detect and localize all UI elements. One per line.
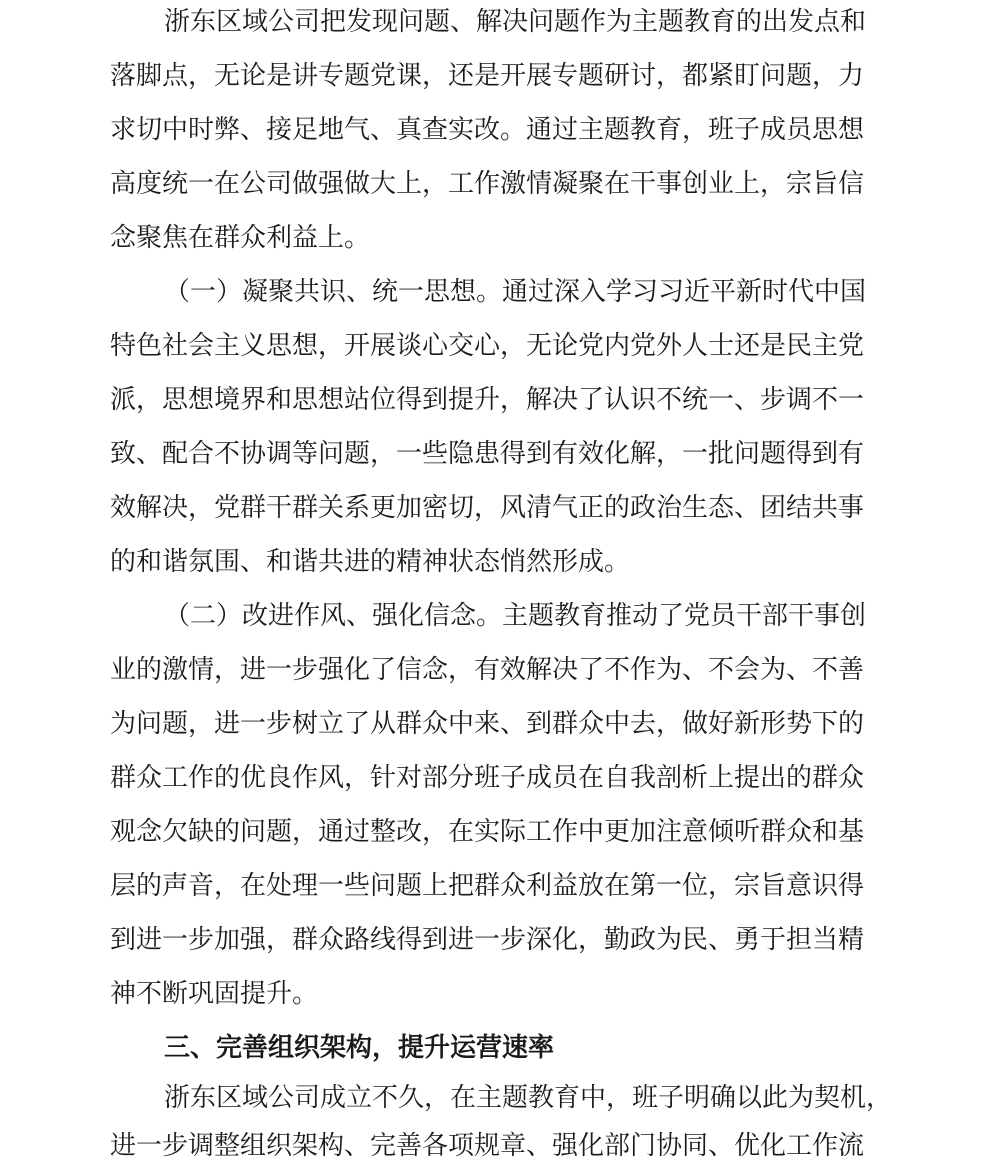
body-text-line: 浙东区域公司成立不久，在主题教育中，班子明确以此为契机， [164, 1083, 893, 1113]
body-text-line: 进一步调整组织架构、完善各项规章、强化部门协同、优化工作流 [110, 1131, 865, 1161]
body-text-line: 业的激情，进一步强化了信念，有效解决了不作为、不会为、不善 [110, 655, 865, 685]
body-text-line: 为问题，进一步树立了从群众中来、到群众中去，做好新形势下的 [110, 709, 865, 739]
body-text-line: 浙东区域公司把发现问题、解决问题作为主题教育的出发点和 [164, 7, 867, 37]
body-text-line: 特色社会主义思想，开展谈心交心，无论党内党外人士还是民主党 [110, 331, 865, 361]
subsection-first-line: （二）改进作风、强化信念。主题教育推动了党员干部干事创 [164, 601, 867, 631]
body-text-line: 效解决，党群干群关系更加密切，风清气正的政治生态、团结共事 [110, 493, 865, 523]
body-text-line: 落脚点，无论是讲专题党课，还是开展专题研讨，都紧盯问题，力 [110, 61, 865, 91]
body-text-line: 派，思想境界和思想站位得到提升，解决了认识不统一、步调不一 [110, 385, 865, 415]
body-text-line: 致、配合不协调等问题，一些隐患得到有效化解，一批问题得到有 [110, 439, 865, 469]
body-text-line: 的和谐氛围、和谐共进的精神状态悄然形成。 [110, 547, 631, 577]
section-heading: 三、完善组织架构，提升运营速率 [164, 1033, 555, 1063]
body-text-line: 念聚焦在群众利益上。 [110, 223, 371, 253]
body-text-line: 神不断巩固提升。 [110, 979, 319, 1009]
body-text-line: 层的声音，在处理一些问题上把群众利益放在第一位，宗旨意识得 [110, 871, 865, 901]
body-text-line: 求切中时弊、接足地气、真查实改。通过主题教育，班子成员思想 [110, 115, 865, 145]
subsection-first-line: （一）凝聚共识、统一思想。通过深入学习习近平新时代中国 [164, 277, 867, 307]
body-text-line: 观念欠缺的问题，通过整改，在实际工作中更加注意倾听群众和基 [110, 817, 865, 847]
body-text-line: 高度统一在公司做强做大上，工作激情凝聚在干事创业上，宗旨信 [110, 169, 865, 199]
body-text-line: 群众工作的优良作风，针对部分班子成员在自我剖析上提出的群众 [110, 763, 865, 793]
body-text-line: 到进一步加强，群众路线得到进一步深化，勤政为民、勇于担当精 [110, 925, 865, 955]
